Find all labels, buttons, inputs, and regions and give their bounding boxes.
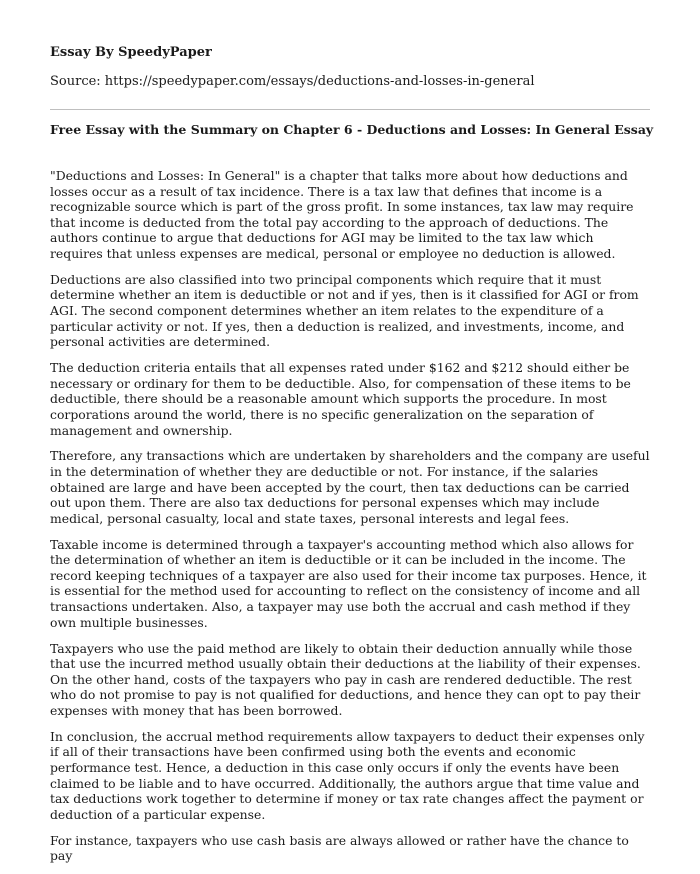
paragraph: "Deductions and Losses: In General" is a chapter that talks more about how deductions and losses occur as a result of tax incidence. There is a tax law that defines that income is a recognizable source which is part of the gross profit. In some instances, tax law may require that income is deducted from the total pay according to the approach of deductions. The authors continue to argue that deductions for AGI may be limited to the tax law which requires that unless expenses are medical, personal or employee no deduction is allowed. (50, 168, 634, 261)
essay-body (50, 168, 650, 874)
source-line: Source: https://speedypaper.com/essays/deductions-and-losses-in-general (50, 74, 535, 89)
paragraph: Deductions are also classified into two principal components which require that it must determine whether an item is deductible or not and if yes, then is it classified for AGI or from AGI. The second component determines whether an item relates to the expenditure of a particular activity or not. If yes, then a deduction is realized, and investments, income, and personal activities are determined. (50, 271, 639, 350)
brand-heading: Essay By SpeedyPaper (50, 45, 212, 60)
paragraph: The deduction criteria entails that all expenses rated under $162 and $212 should either be necessary or ordinary for them to be deductible. Also, for compensation of these items to be deductible, there should be a reasonable amount which supports the procedure. In most corporations around the world, there is no specific generalization on the separation of management and ownership. (50, 360, 631, 438)
paragraph: Taxpayers who use the paid method are likely to obtain their deduction annually while those that use the incurred method usually obtain their deductions at the liability of their expenses. On the other hand, costs of the taxpayers who pay in cash are rendered deductible. The rest who do not promise to pay is not qualified for deductions, and hence they can opt to pay their expenses with money that has been borrowed. (50, 640, 641, 718)
paragraph: In conclusion, the accrual method requirements allow taxpayers to deduct their expenses only if all of their transactions have been confirmed using both the events and economic performance test. Hence, a deduction in this case only occurs if only the events have been claimed to be liable and to have occurred. Additionally, the authors argue that time value and tax deductions work together to determine if money or tax rate changes affect the payment or deduction of a particular expense. (50, 728, 645, 822)
divider (50, 109, 650, 110)
essay-title: Free Essay with the Summary on Chapter 6 - Deductions and Losses: In General Essay (50, 122, 654, 137)
paragraph: For instance, taxpayers who use cash basis are always allowed or rather have the chance to pay (50, 832, 629, 864)
paragraph: Therefore, any transactions which are undertaken by shareholders and the company are useful in the determination of whether they are deductible or not. For instance, if the salaries obtained are large and have been accepted by the court, then tax deductions can be carried out upon them. There are also tax deductions for personal expenses which may include medical, personal casualty, local and state taxes, personal interests and legal fees. (50, 448, 650, 526)
paragraph: Taxable income is determined through a taxpayer's accounting method which also allows for the determination of whether an item is deductible or it can be included in the income. The record keeping techniques of a taxpayer are also used for their income tax purposes. Hence, it is essential for the method used for accounting to reflect on the consistency of income and all transactions undertaken. Also, a taxpayer may use both the accrual and cash method if they own multiple businesses. (50, 536, 647, 630)
